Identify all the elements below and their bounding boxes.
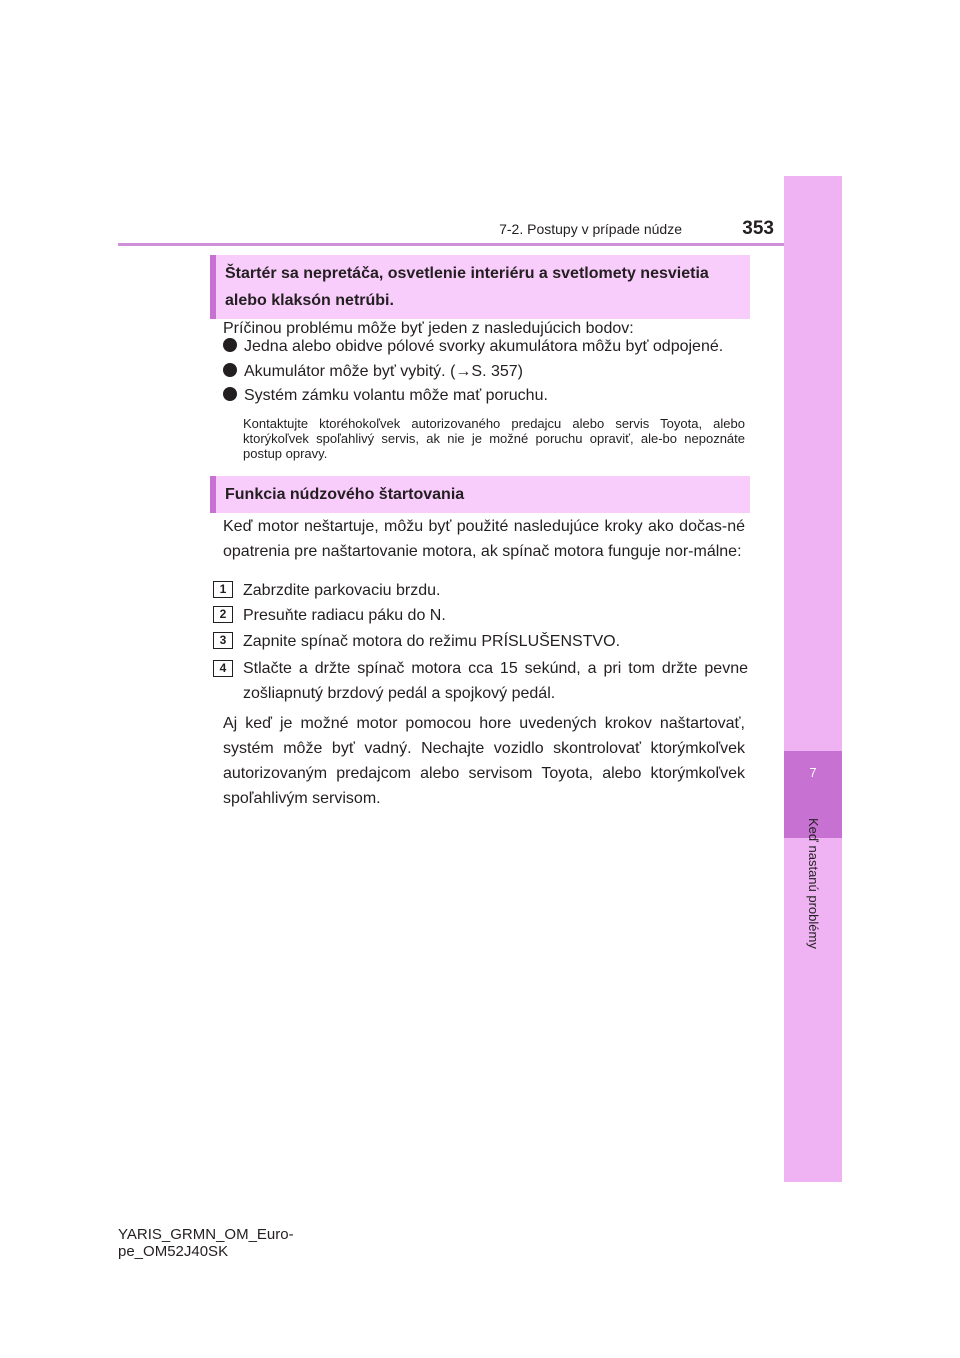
emergency-intro: Keď motor neštartuje, môžu byť použité nasledujúce kroky ako dočas-né opatrenia pre naštartovanie motora, ak spínač motora funguje nor-málne: <box>223 518 745 560</box>
page-number: 353 <box>742 218 774 239</box>
service-note: Kontaktujte ktoréhokoľvek autorizovaného predajcu alebo servis Toyota, alebo ktorýkoľvek spoľahlivý servis, ak nie je možné poruchu opraviť, ale-bo nepoznáte postup opravy. <box>243 416 745 461</box>
step-text: Stlačte a držte spínač motora cca 15 sekúnd, a pri tom držte pevne zošliapnutý brzdový pedál a spojkový pedál. <box>243 660 748 702</box>
causes-intro: Príčinou problému môže byť jeden z nasledujúcich bodov: <box>223 320 634 337</box>
emergency-outro: Aj keď je možné motor pomocou hore uvedených krokov naštartovať, systém môže byť vadný. Nechajte vozidlo skontrolovať ktorýmkoľvek autorizovaným predajcom alebo servisom Toyota, alebo ktorýmkoľvek spoľahlivým servisom. <box>223 715 745 807</box>
bullet-item: Akumulátor môže byť vybitý. (→S. 357) <box>223 360 753 384</box>
step-number-badge: 1 <box>213 581 233 598</box>
bullet-item: Jedna alebo obidve pólové svorky akumulátora môžu byť odpojené. <box>223 335 753 359</box>
step-text: Zabrzdite parkovaciu brzdu. <box>243 582 441 599</box>
step-text: Zapnite spínač motora do režimu PRÍSLUŠENSTVO. <box>243 633 621 650</box>
chapter-side-tab <box>784 176 842 1182</box>
bullet-dot-icon <box>223 387 237 401</box>
header-rule <box>118 243 784 246</box>
heading-line-1: Štartér sa nepretáča, osvetlenie interiéru a svetlomety nesvietia <box>225 265 709 282</box>
chapter-title: Keď nastanú problémy <box>806 818 821 949</box>
heading-line-2: alebo klaksón netrúbi. <box>225 292 394 309</box>
document-code: YARIS_GRMN_OM_Euro- pe_OM52J40SK <box>118 1226 294 1260</box>
bullet-item: Systém zámku volantu môže mať poruchu. <box>223 384 753 408</box>
section-heading-emergency-start: Funkcia núdzového štartovania <box>210 476 750 513</box>
step-number-badge: 4 <box>213 660 233 677</box>
step-text: Presuňte radiacu páku do N. <box>243 607 446 624</box>
section-heading-starter <box>210 255 750 319</box>
bullet-dot-icon <box>223 363 237 377</box>
chapter-number: 7 <box>809 765 817 780</box>
bullet-dot-icon <box>223 338 237 352</box>
step-number-badge: 3 <box>213 632 233 649</box>
section-title: 7-2. Postupy v prípade núdze <box>499 221 682 237</box>
step-number-badge: 2 <box>213 606 233 623</box>
